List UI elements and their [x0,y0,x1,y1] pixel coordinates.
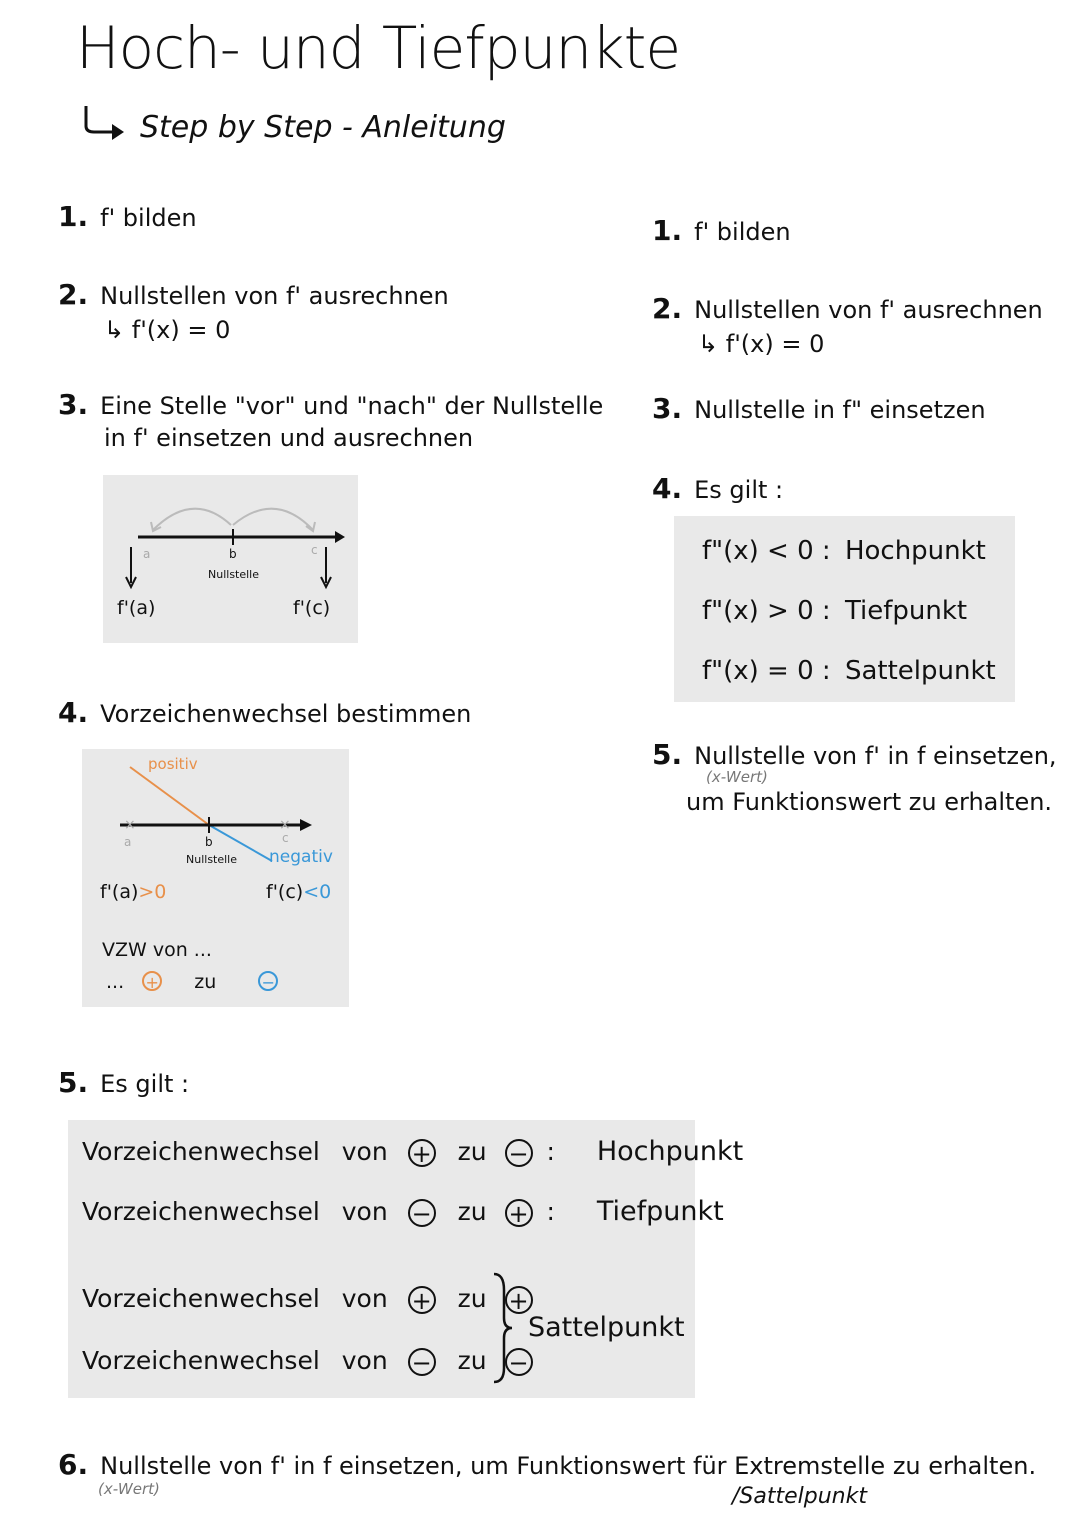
right-step-3: 3. Nullstelle in f" einsetzen [652,392,986,425]
diagram-vorzeichenwechsel [82,749,349,1007]
right-step-2-sub: ↳ f'(x) = 0 [698,330,825,358]
left-step-5: 5. Es gilt : [58,1066,190,1099]
vzw-table [68,1120,744,1398]
svg-text:×: × [124,817,136,833]
hochpunkt-result: Hochpunkt [596,1136,744,1167]
point-c: c [282,831,289,845]
minus-circle-icon: − [408,1348,436,1376]
positiv-label: positiv [148,755,198,773]
left-step-3: 3. Eine Stelle "vor" und "nach" der Nullstelle [58,388,604,421]
diagram-nullstelle [103,475,358,643]
condition-row: f"(x) < 0 : Hochpunkt [702,536,986,566]
minus-circle-icon: − [408,1199,436,1227]
point-a: a [143,547,151,561]
table-row: Vorzeichenwechsel von + zu + [82,1284,533,1314]
sattelpunkt-note: /Sattelpunkt [732,1484,867,1509]
plus-circle-icon: + [408,1286,436,1314]
plus-circle-icon: + [505,1286,533,1314]
page-title: Hoch- und Tiefpunkte [76,14,681,82]
sattelpunkt-result: Sattelpunkt [528,1312,685,1343]
left-step-2-sub: ↳ f'(x) = 0 [104,316,231,344]
plus-circle-icon: + [505,1199,533,1227]
f-prime-c-negative: f'(c)<0 [266,881,332,903]
right-step-5: 5. Nullstelle von f' in f einsetzen, [652,738,1057,771]
arrow-right-icon: ↳ [698,330,726,358]
point-a: a [124,835,132,849]
plus-circle-icon: + [142,971,162,991]
minus-circle-icon: − [258,971,278,991]
right-step-2: 2. Nullstellen von f' ausrechnen [652,292,1043,325]
right-step-1: 1. f' bilden [652,214,791,247]
nullstelle-label: Nullstelle [186,853,238,866]
table-row: Vorzeichenwechsel von + zu − : Hochpunkt [82,1136,744,1168]
minus-circle-icon: − [505,1348,533,1376]
f-prime-a-positive: f'(a)>0 [100,881,167,903]
negativ-label: negativ [269,847,333,867]
left-step-4: 4. Vorzeichenwechsel bestimmen [58,696,472,729]
vzw-label: VZW von ... [102,939,212,961]
table-row: Vorzeichenwechsel von − zu − [82,1346,533,1376]
second-derivative-box [674,516,1015,702]
point-b: b [229,547,237,561]
plus-circle-icon: + [408,1139,436,1167]
x-wert-note: (x-Wert) [706,768,768,786]
point-c: c [311,543,318,557]
arrow-down-right-icon [80,104,130,144]
tiefpunkt-result: Tiefpunkt [596,1196,724,1227]
left-step-6: 6. Nullstelle von f' in f einsetzen, um Funktionswert für Extremstelle zu erhalten. [58,1448,1037,1481]
table-row: Vorzeichenwechsel von − zu + : Tiefpunkt [82,1196,724,1228]
right-step-4: 4. Es gilt : [652,472,784,505]
left-step-2: 2. Nullstellen von f' ausrechnen [58,278,449,311]
minus-circle-icon: − [505,1139,533,1167]
arrow-right-icon: ↳ [104,316,132,344]
page-subtitle: Step by Step - Anleitung [140,110,506,145]
left-step-3-line2: in f' einsetzen und ausrechnen [104,424,474,452]
svg-text:×: × [279,817,291,833]
condition-row: f"(x) = 0 : Sattelpunkt [702,656,996,686]
condition-row: f"(x) > 0 : Tiefpunkt [702,596,968,626]
f-prime-a: f'(a) [117,597,156,619]
x-wert-note: (x-Wert) [98,1480,160,1498]
vzw-row: ... + zu − [106,971,278,993]
left-step-1: 1. f' bilden [58,200,197,233]
brace-icon [488,1270,518,1386]
point-b: b [205,835,213,849]
right-step-5-line2: um Funktionswert zu erhalten. [686,788,1053,816]
nullstelle-label: Nullstelle [208,568,260,581]
f-prime-c: f'(c) [293,597,331,619]
